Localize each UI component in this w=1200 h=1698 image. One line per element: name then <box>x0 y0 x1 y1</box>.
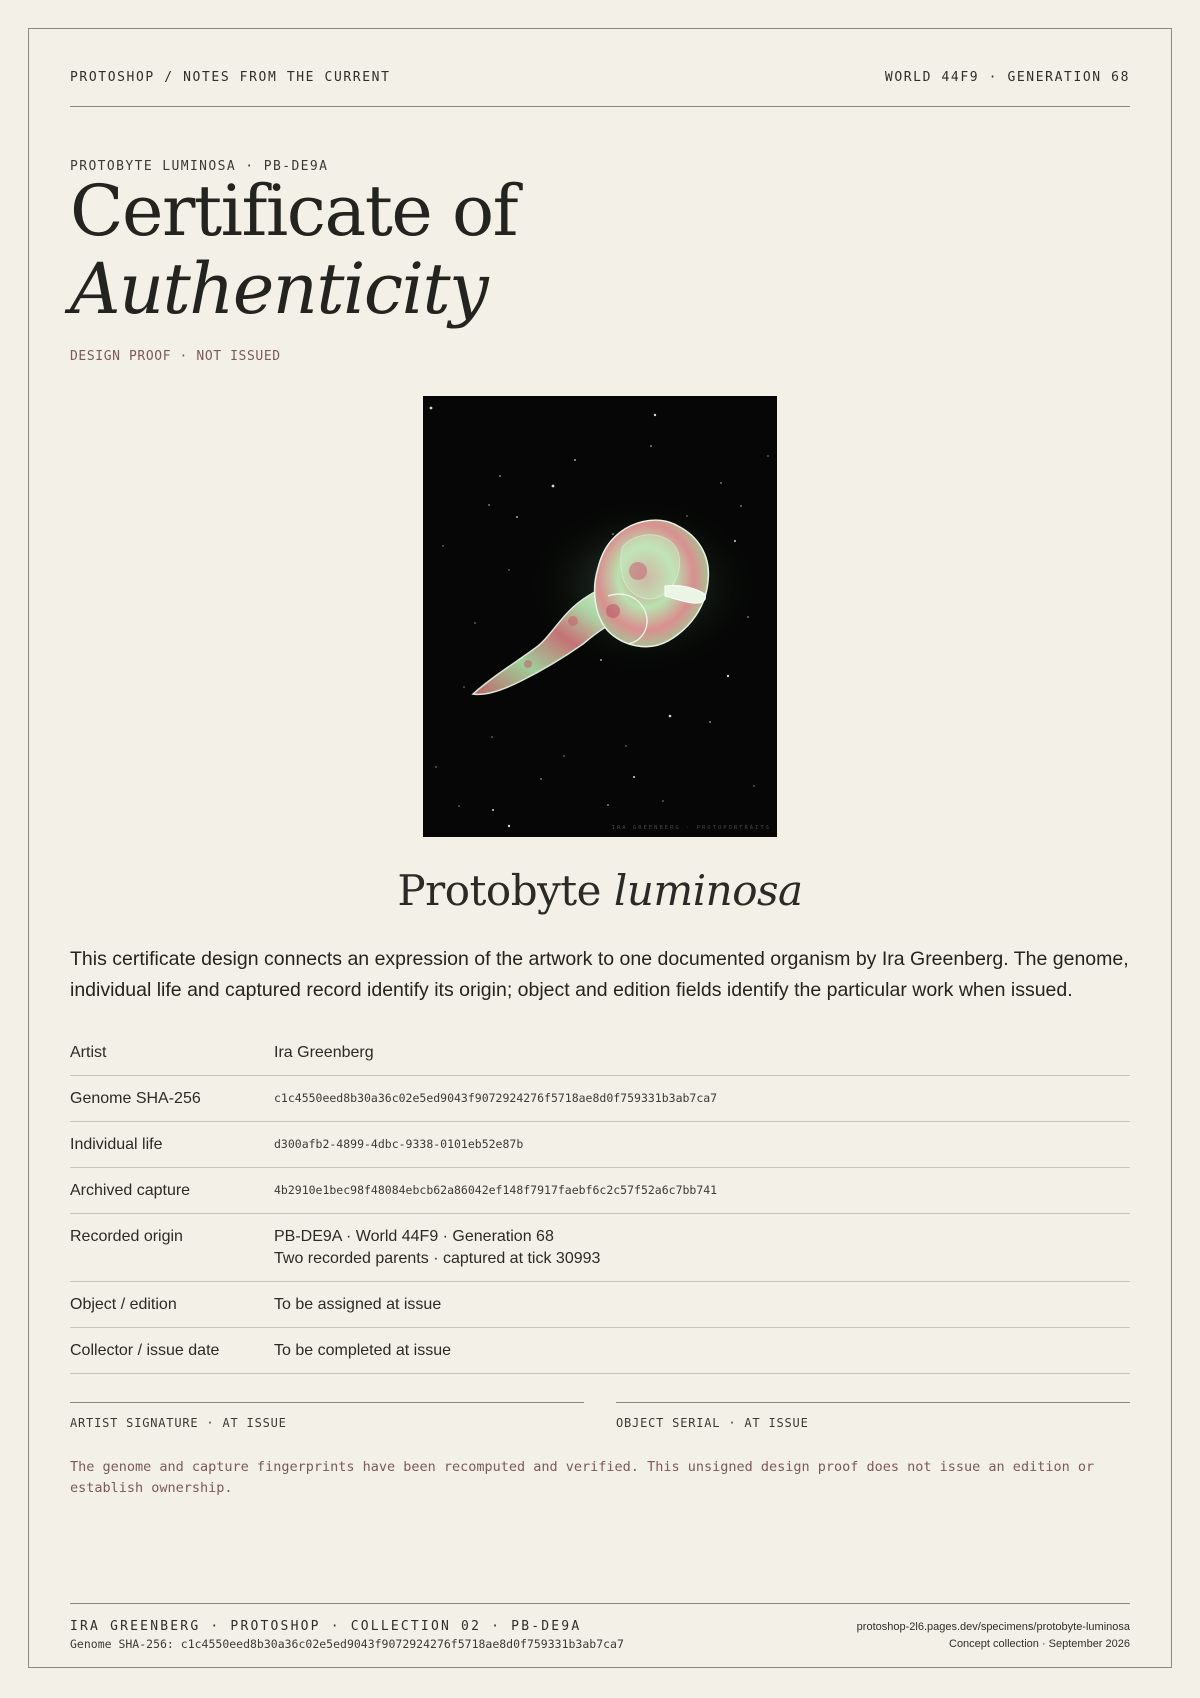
field-value: To be completed at issue <box>274 1342 451 1359</box>
individual-life-id: d300afb2-4899-4dbc-9338-0101eb52e87b <box>274 1137 524 1151</box>
field-row-object-edition <box>70 1282 1130 1328</box>
artwork-caption: IRA GREENBERG · PROTOPORTRAITS <box>611 825 771 831</box>
field-value: Ira Greenberg <box>274 1044 374 1061</box>
footer-credit: IRA GREENBERG · PROTOSHOP · COLLECTION 02 · PB-DE9A <box>70 1619 582 1634</box>
genome-hash: c1c4550eed8b30a36c02e5ed9043f9072924276f5718ae8d0f759331b3ab7ca7 <box>274 1091 718 1105</box>
footer-genome: Genome SHA-256: c1c4550eed8b30a36c02e5ed9043f9072924276f5718ae8d0f759331b3ab7ca7 <box>70 1637 624 1651</box>
signature-section <box>70 1402 1130 1430</box>
title-line-1: Certificate of <box>70 170 518 252</box>
field-row-recorded-origin <box>70 1214 1130 1282</box>
field-row-archived-capture <box>70 1168 1130 1214</box>
field-value: To be assigned at issue <box>274 1296 442 1313</box>
title-line-2: Authenticity <box>70 248 488 330</box>
specimen-name <box>0 866 1200 915</box>
certificate-fields <box>70 1030 1130 1374</box>
archived-capture-hash: 4b2910e1bec98f48084ebcb62a86042ef148f7917faebf6c2c57f52a6c7bb741 <box>274 1183 718 1197</box>
header-world-generation: WORLD 44F9 · GENERATION 68 <box>884 70 1130 85</box>
field-row-artist <box>70 1030 1130 1076</box>
field-label: Archived capture <box>70 1182 191 1199</box>
field-label: Recorded origin <box>70 1228 183 1245</box>
field-row-collector <box>70 1328 1130 1374</box>
organism-illustration <box>423 396 777 837</box>
field-label: Genome SHA-256 <box>70 1090 201 1107</box>
field-label: Artist <box>70 1044 107 1061</box>
artist-signature-line: ARTIST SIGNATURE · AT ISSUE <box>70 1402 584 1430</box>
specimen-species: luminosa <box>613 866 803 915</box>
field-label: Collector / issue date <box>70 1342 220 1359</box>
object-serial-line: OBJECT SERIAL · AT ISSUE <box>616 1402 1130 1430</box>
recorded-origin-value <box>274 1228 600 1268</box>
verification-note: The genome and capture fingerprints have been recomputed and verified. This unsigned design proof does not issue an edition or establish ownership. <box>70 1459 1095 1496</box>
certificate-description: This certificate design connects an expression of the artwork to one documented organism by Ira Greenberg. The genome, individual life and captured record identify its origin; object and edition fields identify the particular work when issued. <box>70 948 1129 1001</box>
field-label: Individual life <box>70 1136 163 1153</box>
field-label: Object / edition <box>70 1296 177 1313</box>
footer-right <box>857 1619 1130 1653</box>
certificate-title <box>70 172 517 328</box>
proof-status: DESIGN PROOF · NOT ISSUED <box>70 349 281 364</box>
field-row-individual-life <box>70 1122 1130 1168</box>
footer-url[interactable]: protoshop-2l6.pages.dev/specimens/protobyte-luminosa <box>856 1621 1130 1633</box>
certificate-eyebrow: PROTOBYTE LUMINOSA · PB-DE9A <box>70 159 329 174</box>
footer-collection: Concept collection · September 2026 <box>949 1638 1130 1650</box>
footer-left <box>70 1619 624 1653</box>
header-bar <box>70 70 1130 107</box>
origin-line-2: Two recorded parents · captured at tick 30993 <box>274 1250 601 1267</box>
specimen-genus: Protobyte <box>397 866 602 915</box>
header-brand: PROTOSHOP / NOTES FROM THE CURRENT <box>70 70 391 85</box>
origin-line-1: PB-DE9A · World 44F9 · Generation 68 <box>274 1228 554 1245</box>
footer <box>70 1603 1130 1653</box>
field-row-genome <box>70 1076 1130 1122</box>
artwork-image <box>423 396 777 837</box>
